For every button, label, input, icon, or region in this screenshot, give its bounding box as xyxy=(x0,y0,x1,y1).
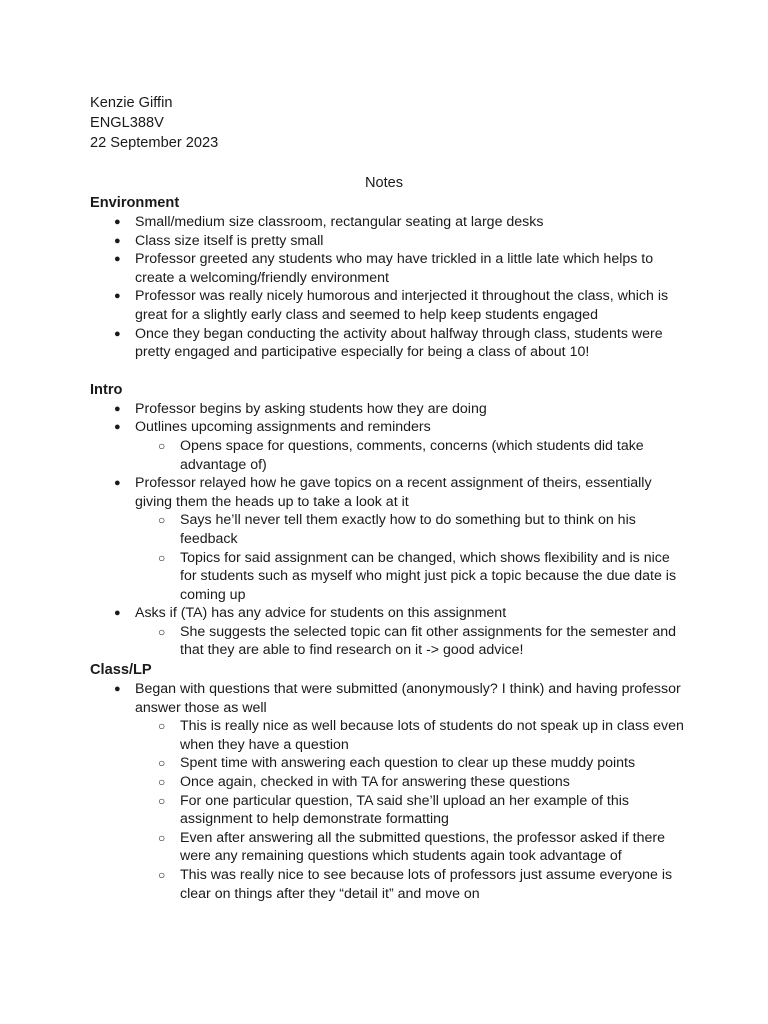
hollow-bullet-icon: ○ xyxy=(158,830,166,845)
list-item-text: Professor relayed how he gave topics on a recent assignment of theirs, essentially giving them the heads up to take a look at it xyxy=(135,475,652,510)
document-body xyxy=(90,93,690,903)
list-item xyxy=(90,232,690,251)
sub-list xyxy=(135,623,690,660)
list-item-text: Class size itself is pretty small xyxy=(135,232,324,249)
section-heading-environment: Environment xyxy=(90,195,180,211)
hollow-bullet-icon: ○ xyxy=(158,793,166,808)
sub-list-item xyxy=(135,792,690,829)
sub-list xyxy=(135,437,690,474)
sub-list-item xyxy=(135,717,690,754)
sub-list xyxy=(135,511,690,604)
bullet-icon: ● xyxy=(114,234,121,247)
list-item xyxy=(90,418,690,474)
list-item-text: Began with questions that were submitted (anonymously? I think) and having professor answer those as well xyxy=(135,681,681,716)
bullet-icon: ● xyxy=(114,477,121,490)
list-item-text: Professor greeted any students who may have trickled in a little late which helps to create a welcoming/friendly environment xyxy=(135,251,654,286)
sub-list-item xyxy=(135,623,690,660)
list-item xyxy=(90,325,690,362)
hollow-bullet-icon: ○ xyxy=(158,719,166,734)
sub-list-item-text: This is really nice as well because lots of students do not speak up in class even when they have a question xyxy=(180,718,684,753)
bullet-icon: ● xyxy=(114,290,121,303)
sub-list-item xyxy=(135,866,690,903)
sub-list-item-text: She suggests the selected topic can fit other assignments for the semester and that they are able to find research on it -> good advice! xyxy=(180,623,677,659)
list-item xyxy=(90,680,690,903)
environment-list xyxy=(90,213,690,362)
sub-list-item-text: Says he’ll never tell them exactly how to do something but to think on his feedback xyxy=(180,512,636,547)
bullet-icon: ● xyxy=(114,683,121,696)
sub-list-item xyxy=(135,773,690,792)
list-item-text: Small/medium size classroom, rectangular seating at large desks xyxy=(135,214,544,230)
sub-list-item-text: Opens space for questions, comments, concerns (which students did take advantage of) xyxy=(180,437,644,473)
hollow-bullet-icon: ○ xyxy=(158,513,166,528)
sub-list-item-text: Once again, checked in with TA for answering these questions xyxy=(180,774,570,791)
bullet-icon: ● xyxy=(114,216,121,228)
bullet-icon: ● xyxy=(114,607,121,620)
list-item xyxy=(90,474,690,604)
class-lp-list xyxy=(90,680,690,903)
author-name: Kenzie Giffin xyxy=(90,95,173,111)
sub-list-item xyxy=(135,549,690,605)
bullet-icon: ● xyxy=(114,402,121,415)
hollow-bullet-icon: ○ xyxy=(158,624,166,639)
sub-list-item-text: Even after answering all the submitted questions, the professor asked if there were any remaining questions which students again took advantage of xyxy=(180,829,666,865)
section-heading-class-lp: Class/LP xyxy=(90,662,152,679)
list-item xyxy=(90,213,690,232)
section-heading-intro: Intro xyxy=(90,381,123,398)
course-code: ENGL388V xyxy=(90,115,164,131)
sub-list-item xyxy=(135,754,690,773)
sub-list-item-text: This was really nice to see because lots of professors just assume everyone is clear on things after they “detail it” and move on xyxy=(180,867,673,902)
list-item xyxy=(90,287,690,324)
list-item xyxy=(90,604,690,660)
sub-list-item-text: Topics for said assignment can be changed, which shows flexibility and is nice for students such as myself who might just pick a topic because the due date is coming up xyxy=(180,549,677,603)
list-item-text: Professor begins by asking students how they are doing xyxy=(135,400,487,417)
notes-title: Notes xyxy=(364,175,404,191)
sub-list-item xyxy=(135,511,690,548)
document-date: 22 September 2023 xyxy=(90,135,219,151)
bullet-icon: ● xyxy=(114,421,121,434)
bullet-icon: ● xyxy=(114,253,121,266)
hollow-bullet-icon: ○ xyxy=(158,550,166,565)
list-item-text: Asks if (TA) has any advice for students on this assignment xyxy=(135,605,507,622)
spacer xyxy=(90,362,690,380)
bullet-icon: ● xyxy=(114,327,121,340)
list-item-text: Outlines upcoming assignments and reminders xyxy=(135,419,431,436)
list-item-text: Professor was really nicely humorous and interjected it throughout the class, which is great for a slightly early class and seemed to help keep students engaged xyxy=(135,288,669,323)
list-item xyxy=(90,250,690,287)
sub-list-item xyxy=(135,829,690,866)
hollow-bullet-icon: ○ xyxy=(158,756,166,771)
sub-list-item xyxy=(135,437,690,474)
hollow-bullet-icon: ○ xyxy=(158,438,166,453)
sub-list-item-text: Spent time with answering each question to clear up these muddy points xyxy=(180,755,636,772)
hollow-bullet-icon: ○ xyxy=(158,868,166,882)
sub-list xyxy=(135,717,690,903)
list-item-text: Once they began conducting the activity about halfway through class, students were pretty engaged and participative especially for being a class of about 10! xyxy=(135,325,663,361)
sub-list-item-text: For one particular question, TA said she’ll upload an her example of this assignment to help demonstrate formatting xyxy=(180,792,630,828)
spacer xyxy=(90,153,690,173)
hollow-bullet-icon: ○ xyxy=(158,775,166,790)
list-item xyxy=(90,400,690,419)
intro-list xyxy=(90,400,690,660)
